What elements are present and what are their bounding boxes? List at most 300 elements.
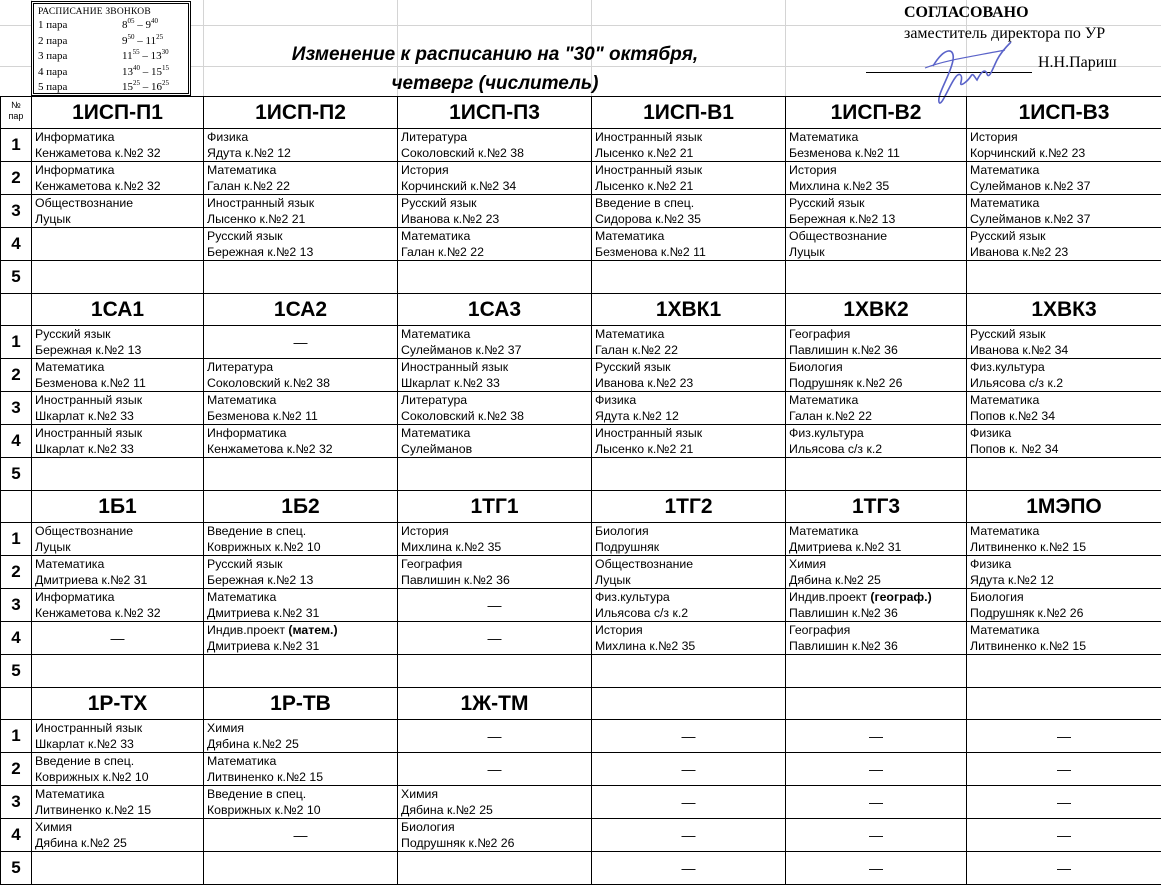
- lesson-subject: [970, 589, 1161, 605]
- lesson-cell-none: —: [967, 852, 1161, 885]
- lesson-subject-text: Химия: [207, 721, 244, 735]
- lesson-teacher-room: Дмитриева к.№2 31: [35, 572, 203, 588]
- lesson-subject: [35, 392, 203, 408]
- lesson-cell: [592, 326, 786, 359]
- lesson-teacher-room: Подрушняк к.№2 26: [970, 605, 1161, 621]
- lesson-cell: [967, 523, 1161, 556]
- lesson-cell: [32, 162, 204, 195]
- lesson-teacher-room: Шкарлат к.№2 33: [35, 736, 203, 752]
- lesson-subject-text: Обществознание: [35, 196, 133, 210]
- group-name: 1Р-ТХ: [32, 688, 204, 720]
- bell-row: [34, 49, 188, 65]
- lesson-subject-text: Иностранный язык: [35, 426, 142, 440]
- lesson-cell: [592, 195, 786, 228]
- lesson-row: [1, 819, 1161, 852]
- lesson-row: [1, 228, 1161, 261]
- bell-time: $13^{40} - 15^{15}$: [122, 65, 169, 81]
- lesson-cell: [592, 523, 786, 556]
- lesson-row: [1, 129, 1161, 162]
- lesson-subject-text: Русский язык: [595, 360, 671, 374]
- lesson-subject: [789, 425, 966, 441]
- lesson-subject-text: Биология: [789, 360, 843, 374]
- lesson-cell-none: —: [786, 720, 967, 753]
- lesson-subject: [789, 162, 966, 178]
- lesson-cell: [786, 425, 967, 458]
- lesson-subject-text: Математика: [789, 393, 858, 407]
- lesson-subject-text: Введение в спец.: [207, 787, 306, 801]
- lesson-cell-empty: [592, 458, 786, 491]
- approval-heading: СОГЛАСОВАНО: [866, 3, 1156, 23]
- lesson-subject: [970, 359, 1161, 375]
- bell-pair-label: 1 пара: [38, 18, 122, 34]
- lesson-subject-text: Русский язык: [401, 196, 477, 210]
- pair-number: 4: [1, 819, 32, 852]
- lesson-subject-text: История: [401, 163, 449, 177]
- lesson-cell: [204, 622, 398, 655]
- lesson-teacher-room: Ядута к.№2 12: [595, 408, 785, 424]
- group-name: 1ТГ3: [786, 491, 967, 523]
- bell-time-part: 13: [122, 66, 133, 78]
- lesson-cell: [786, 359, 967, 392]
- schedule-table: [0, 96, 1161, 885]
- lesson-teacher-room: Литвиненко к.№2 15: [207, 769, 397, 785]
- lesson-subject-text: Русский язык: [970, 229, 1046, 243]
- pair-number: 3: [1, 195, 32, 228]
- bell-time-part: 9: [146, 19, 152, 31]
- pair-number-header: [1, 688, 32, 720]
- bell-time-part: 15: [122, 81, 133, 93]
- lesson-subject: [789, 556, 966, 572]
- group-name: [786, 688, 967, 720]
- lesson-cell-none: —: [204, 326, 398, 359]
- page-title-line1: Изменение к расписанию на "30" октября,: [205, 40, 785, 69]
- lesson-teacher-room: Бережная к.№2 13: [789, 211, 966, 227]
- lesson-subject: [789, 392, 966, 408]
- lesson-teacher-room: Сулейманов: [401, 441, 591, 457]
- pair-number: 5: [1, 261, 32, 294]
- bell-time-minutes: 50: [128, 33, 135, 41]
- lesson-teacher-room: Дмитриева к.№2 31: [789, 539, 966, 555]
- lesson-subject: [595, 195, 785, 211]
- bell-time-minutes: 40: [151, 17, 158, 25]
- lesson-teacher-room: Иванова к.№2 23: [401, 211, 591, 227]
- lesson-teacher-room: Безменова к.№2 11: [35, 375, 203, 391]
- lesson-teacher-room: Луцык: [789, 244, 966, 260]
- lesson-subject-text: Физ.культура: [789, 426, 864, 440]
- lesson-teacher-room: Луцык: [595, 572, 785, 588]
- lesson-cell: [786, 228, 967, 261]
- lesson-subject-text: География: [401, 557, 462, 571]
- lesson-teacher-room: Шкарлат к.№2 33: [35, 441, 203, 457]
- lesson-subject: [401, 523, 591, 539]
- lesson-teacher-room: Литвиненко к.№2 15: [35, 802, 203, 818]
- pair-number: 4: [1, 228, 32, 261]
- lesson-subject-text: Математика: [970, 623, 1039, 637]
- lesson-subject: [35, 162, 203, 178]
- lesson-cell: [204, 786, 398, 819]
- lesson-cell-empty: [592, 261, 786, 294]
- pair-number: 4: [1, 622, 32, 655]
- lesson-cell: [398, 523, 592, 556]
- lesson-subject: [207, 622, 397, 638]
- bell-time-minutes: 25: [162, 79, 169, 87]
- lesson-subject-text: Математика: [789, 524, 858, 538]
- bell-time-minutes: 40: [133, 64, 140, 72]
- lesson-subject: [207, 359, 397, 375]
- lesson-subject: [789, 589, 966, 605]
- lesson-cell: [967, 129, 1161, 162]
- bell-time-minutes: 25: [133, 79, 140, 87]
- lesson-row: [1, 392, 1161, 425]
- lesson-cell: [32, 523, 204, 556]
- bell-time-part: 11: [146, 35, 157, 47]
- lesson-cell: [204, 753, 398, 786]
- lesson-cell-empty: [32, 458, 204, 491]
- lesson-subject-text: Математика: [401, 426, 470, 440]
- lesson-subject: [35, 195, 203, 211]
- lesson-teacher-room: Сулейманов к.№2 37: [970, 211, 1161, 227]
- lesson-cell-none: —: [592, 786, 786, 819]
- lesson-cell: [398, 129, 592, 162]
- bell-row: [34, 80, 188, 96]
- group-name: 1ИСП-П3: [398, 97, 592, 129]
- lesson-teacher-room: Лысенко к.№2 21: [207, 211, 397, 227]
- lesson-subject: [35, 523, 203, 539]
- lesson-subject-text: Иностранный язык: [35, 393, 142, 407]
- lesson-cell: [786, 523, 967, 556]
- lesson-subject: [970, 326, 1161, 342]
- lesson-teacher-room: Попов к.№2 34: [970, 408, 1161, 424]
- lesson-subject-text: Введение в спец.: [35, 754, 134, 768]
- lesson-teacher-room: Подрушняк к.№2 26: [789, 375, 966, 391]
- lesson-teacher-room: Галан к.№2 22: [789, 408, 966, 424]
- lesson-cell-empty: [398, 655, 592, 688]
- bell-time: $8^{05} - 9^{40}$: [122, 18, 158, 34]
- lesson-subject: [207, 753, 397, 769]
- lesson-cell: [967, 162, 1161, 195]
- lesson-cell: [32, 786, 204, 819]
- lesson-cell-empty: [967, 261, 1161, 294]
- lesson-subject-text: Математика: [970, 163, 1039, 177]
- lesson-row: [1, 458, 1161, 491]
- lesson-cell: [32, 589, 204, 622]
- lesson-row: [1, 359, 1161, 392]
- lesson-cell: [32, 326, 204, 359]
- lesson-teacher-room: Кенжаметова к.№2 32: [35, 605, 203, 621]
- lesson-subject: [595, 523, 785, 539]
- lesson-subject: [35, 589, 203, 605]
- lesson-subject-text: История: [789, 163, 837, 177]
- lesson-teacher-room: Безменова к.№2 11: [207, 408, 397, 424]
- gridline: [785, 0, 786, 96]
- lesson-subject: [401, 359, 591, 375]
- lesson-subject-text: Индив.проект: [207, 623, 288, 637]
- lesson-subject-text: Химия: [789, 557, 826, 571]
- lesson-subject: [207, 425, 397, 441]
- bell-time-minutes: 15: [162, 64, 169, 72]
- lesson-subject: [970, 195, 1161, 211]
- lesson-cell-empty: [786, 655, 967, 688]
- lesson-subject-text: Русский язык: [789, 196, 865, 210]
- lesson-teacher-room: Сидорова к.№2 35: [595, 211, 785, 227]
- lesson-cell: [204, 720, 398, 753]
- page-title: [205, 40, 785, 98]
- lesson-teacher-room: Коврижных к.№2 10: [207, 802, 397, 818]
- lesson-cell-empty: [32, 228, 204, 261]
- lesson-teacher-room: Сулейманов к.№2 37: [970, 178, 1161, 194]
- lesson-subject-text: Физика: [970, 557, 1011, 571]
- lesson-subject-text: Химия: [35, 820, 72, 834]
- lesson-teacher-room: Корчинский к.№2 23: [970, 145, 1161, 161]
- lesson-subject: [207, 589, 397, 605]
- pair-number-header: [1, 294, 32, 326]
- lesson-cell-none: —: [786, 819, 967, 852]
- lesson-cell: [786, 392, 967, 425]
- lesson-cell: [204, 228, 398, 261]
- pair-number: 2: [1, 753, 32, 786]
- lesson-cell: [592, 129, 786, 162]
- pair-number: 2: [1, 556, 32, 589]
- lesson-teacher-room: Ильясова с/з к.2: [595, 605, 785, 621]
- lesson-subject-text: Физ.культура: [970, 360, 1045, 374]
- lesson-subject: [207, 392, 397, 408]
- lesson-cell: [204, 392, 398, 425]
- lesson-teacher-room: Михлина к.№2 35: [595, 638, 785, 654]
- lesson-subject: [401, 326, 591, 342]
- lesson-subject: [401, 425, 591, 441]
- lesson-cell: [32, 359, 204, 392]
- lesson-teacher-room: Дмитриева к.№2 31: [207, 605, 397, 621]
- lesson-subject: [207, 228, 397, 244]
- lesson-teacher-room: Попов к. №2 34: [970, 441, 1161, 457]
- lesson-subject-text: История: [595, 623, 643, 637]
- bell-time-part: 13: [151, 50, 162, 62]
- lesson-row: [1, 655, 1161, 688]
- lesson-subject-text: Иностранный язык: [35, 721, 142, 735]
- group-name: 1СА3: [398, 294, 592, 326]
- lesson-cell: [592, 425, 786, 458]
- group-name: 1Б1: [32, 491, 204, 523]
- lesson-subject-text: Введение в спец.: [595, 196, 694, 210]
- lesson-cell: [786, 589, 967, 622]
- group-name: 1Ж-ТМ: [398, 688, 592, 720]
- lesson-teacher-room: Дябина к.№2 25: [789, 572, 966, 588]
- lesson-subject-text: Обществознание: [595, 557, 693, 571]
- lesson-subject: [789, 622, 966, 638]
- lesson-subject: [595, 326, 785, 342]
- lesson-teacher-room: Кенжаметова к.№2 32: [35, 145, 203, 161]
- bell-time-part: 8: [122, 19, 128, 31]
- lesson-subject-text: Математика: [970, 393, 1039, 407]
- lesson-row: [1, 261, 1161, 294]
- lesson-subject-text: Обществознание: [789, 229, 887, 243]
- group-name: 1ТГ1: [398, 491, 592, 523]
- lesson-subject: [401, 129, 591, 145]
- pair-number: 2: [1, 162, 32, 195]
- pair-number-header-line: пар: [1, 111, 31, 122]
- lesson-cell: [204, 556, 398, 589]
- lesson-subject: [970, 425, 1161, 441]
- lesson-subject-detail: (географ.): [870, 590, 931, 604]
- lesson-cell: [592, 622, 786, 655]
- group-name: 1МЭПО: [967, 491, 1161, 523]
- lesson-teacher-room: Галан к.№2 22: [595, 342, 785, 358]
- approver-name: Н.Н.Париш: [1038, 53, 1117, 73]
- lesson-subject-text: Иностранный язык: [595, 426, 702, 440]
- lesson-subject-text: Математика: [401, 229, 470, 243]
- lesson-teacher-room: Ильясова с/з к.2: [789, 441, 966, 457]
- lesson-teacher-room: Шкарлат к.№2 33: [35, 408, 203, 424]
- lesson-cell: [32, 556, 204, 589]
- bell-time-part: 11: [122, 50, 133, 62]
- lesson-subject: [35, 786, 203, 802]
- group-header-row: [1, 491, 1161, 523]
- lesson-subject: [595, 129, 785, 145]
- lesson-teacher-room: Лысенко к.№2 21: [595, 178, 785, 194]
- lesson-subject: [789, 228, 966, 244]
- lesson-cell: [32, 392, 204, 425]
- lesson-cell-empty: [204, 655, 398, 688]
- lesson-cell: [204, 129, 398, 162]
- lesson-cell: [786, 195, 967, 228]
- lesson-teacher-room: Кенжаметова к.№2 32: [207, 441, 397, 457]
- lesson-subject: [970, 392, 1161, 408]
- lesson-subject-text: Биология: [970, 590, 1024, 604]
- pair-number-header: [1, 491, 32, 523]
- pair-number: 3: [1, 786, 32, 819]
- lesson-subject: [401, 392, 591, 408]
- lesson-cell: [967, 622, 1161, 655]
- lesson-subject: [789, 195, 966, 211]
- bell-schedule: [31, 1, 191, 96]
- pair-number-header-line: №: [1, 100, 31, 111]
- lesson-row: [1, 720, 1161, 753]
- lesson-subject-text: Информатика: [35, 163, 114, 177]
- lesson-cell-empty: [204, 458, 398, 491]
- lesson-subject: [35, 425, 203, 441]
- group-name: [592, 688, 786, 720]
- lesson-cell: [204, 359, 398, 392]
- lesson-subject: [35, 720, 203, 736]
- lesson-teacher-room: Михлина к.№2 35: [789, 178, 966, 194]
- lesson-subject-text: Русский язык: [35, 327, 111, 341]
- lesson-cell-empty: [786, 261, 967, 294]
- bell-time-minutes: 30: [162, 48, 169, 56]
- lesson-teacher-room: Павлишин к.№2 36: [789, 605, 966, 621]
- lesson-cell: [967, 359, 1161, 392]
- lesson-subject: [595, 425, 785, 441]
- bell-time-minutes: 55: [133, 48, 140, 56]
- lesson-cell-none: —: [398, 753, 592, 786]
- lesson-teacher-room: Корчинский к.№2 34: [401, 178, 591, 194]
- lesson-cell: [32, 819, 204, 852]
- lesson-subject-text: Иностранный язык: [401, 360, 508, 374]
- lesson-teacher-room: Дябина к.№2 25: [35, 835, 203, 851]
- lesson-cell: [592, 589, 786, 622]
- lesson-cell-none: —: [967, 720, 1161, 753]
- lesson-teacher-room: Дябина к.№2 25: [401, 802, 591, 818]
- lesson-cell: [398, 425, 592, 458]
- lesson-cell: [398, 392, 592, 425]
- lesson-cell: [967, 556, 1161, 589]
- lesson-row: [1, 589, 1161, 622]
- lesson-teacher-room: Безменова к.№2 11: [595, 244, 785, 260]
- page-title-line2: четверг (числитель): [205, 69, 785, 98]
- lesson-subject-text: Иностранный язык: [207, 196, 314, 210]
- lesson-teacher-room: Бережная к.№2 13: [35, 342, 203, 358]
- lesson-subject: [970, 228, 1161, 244]
- lesson-subject: [789, 326, 966, 342]
- lesson-cell: [32, 195, 204, 228]
- pair-number: 5: [1, 655, 32, 688]
- lesson-subject: [970, 162, 1161, 178]
- lesson-teacher-room: Лысенко к.№2 21: [595, 441, 785, 457]
- lesson-teacher-room: Безменова к.№2 11: [789, 145, 966, 161]
- lesson-subject: [207, 556, 397, 572]
- lesson-cell-none: —: [786, 852, 967, 885]
- lesson-teacher-room: Михлина к.№2 35: [401, 539, 591, 555]
- lesson-cell-empty: [32, 655, 204, 688]
- bell-time: $15^{25} - 16^{25}$: [122, 80, 169, 96]
- group-name: 1ИСП-В3: [967, 97, 1161, 129]
- lesson-teacher-room: Луцык: [35, 539, 203, 555]
- lesson-subject-text: Математика: [207, 590, 276, 604]
- lesson-subject-text: Математика: [401, 327, 470, 341]
- lesson-teacher-room: Литвиненко к.№2 15: [970, 539, 1161, 555]
- lesson-cell: [398, 195, 592, 228]
- lesson-subject-text: Русский язык: [207, 229, 283, 243]
- lesson-subject-text: Физика: [595, 393, 636, 407]
- lesson-cell: [32, 720, 204, 753]
- lesson-cell: [398, 228, 592, 261]
- lesson-subject-text: Индив.проект: [789, 590, 870, 604]
- lesson-teacher-room: Иванова к.№2 34: [970, 342, 1161, 358]
- bell-schedule-rows: [34, 18, 188, 96]
- lesson-subject: [595, 622, 785, 638]
- lesson-cell: [786, 622, 967, 655]
- lesson-cell: [32, 129, 204, 162]
- pair-number: 1: [1, 129, 32, 162]
- group-name: 1ИСП-В1: [592, 97, 786, 129]
- gridline: [203, 0, 204, 96]
- lesson-subject: [595, 162, 785, 178]
- lesson-subject-text: Математика: [789, 130, 858, 144]
- lesson-teacher-room: Бережная к.№2 13: [207, 572, 397, 588]
- bell-row: [34, 18, 188, 34]
- lesson-subject: [401, 786, 591, 802]
- lesson-teacher-room: Луцык: [35, 211, 203, 227]
- lesson-cell: [786, 326, 967, 359]
- lesson-subject: [35, 326, 203, 342]
- bell-pair-label: 5 пара: [38, 80, 122, 96]
- lesson-cell-empty: [398, 261, 592, 294]
- lesson-subject: [207, 162, 397, 178]
- lesson-subject-text: Математика: [207, 393, 276, 407]
- group-name: 1ХВК1: [592, 294, 786, 326]
- lesson-teacher-room: Лысенко к.№2 21: [595, 145, 785, 161]
- lesson-subject-text: Информатика: [35, 130, 114, 144]
- lesson-cell-none: —: [398, 720, 592, 753]
- lesson-cell: [967, 589, 1161, 622]
- lesson-subject-text: Русский язык: [207, 557, 283, 571]
- bell-time-part: 16: [151, 81, 162, 93]
- lesson-cell: [204, 195, 398, 228]
- lesson-subject-text: Химия: [401, 787, 438, 801]
- lesson-cell: [398, 162, 592, 195]
- lesson-subject: [35, 753, 203, 769]
- approval-position: заместитель директора по УР: [866, 23, 1156, 45]
- lesson-subject-text: Литература: [401, 393, 467, 407]
